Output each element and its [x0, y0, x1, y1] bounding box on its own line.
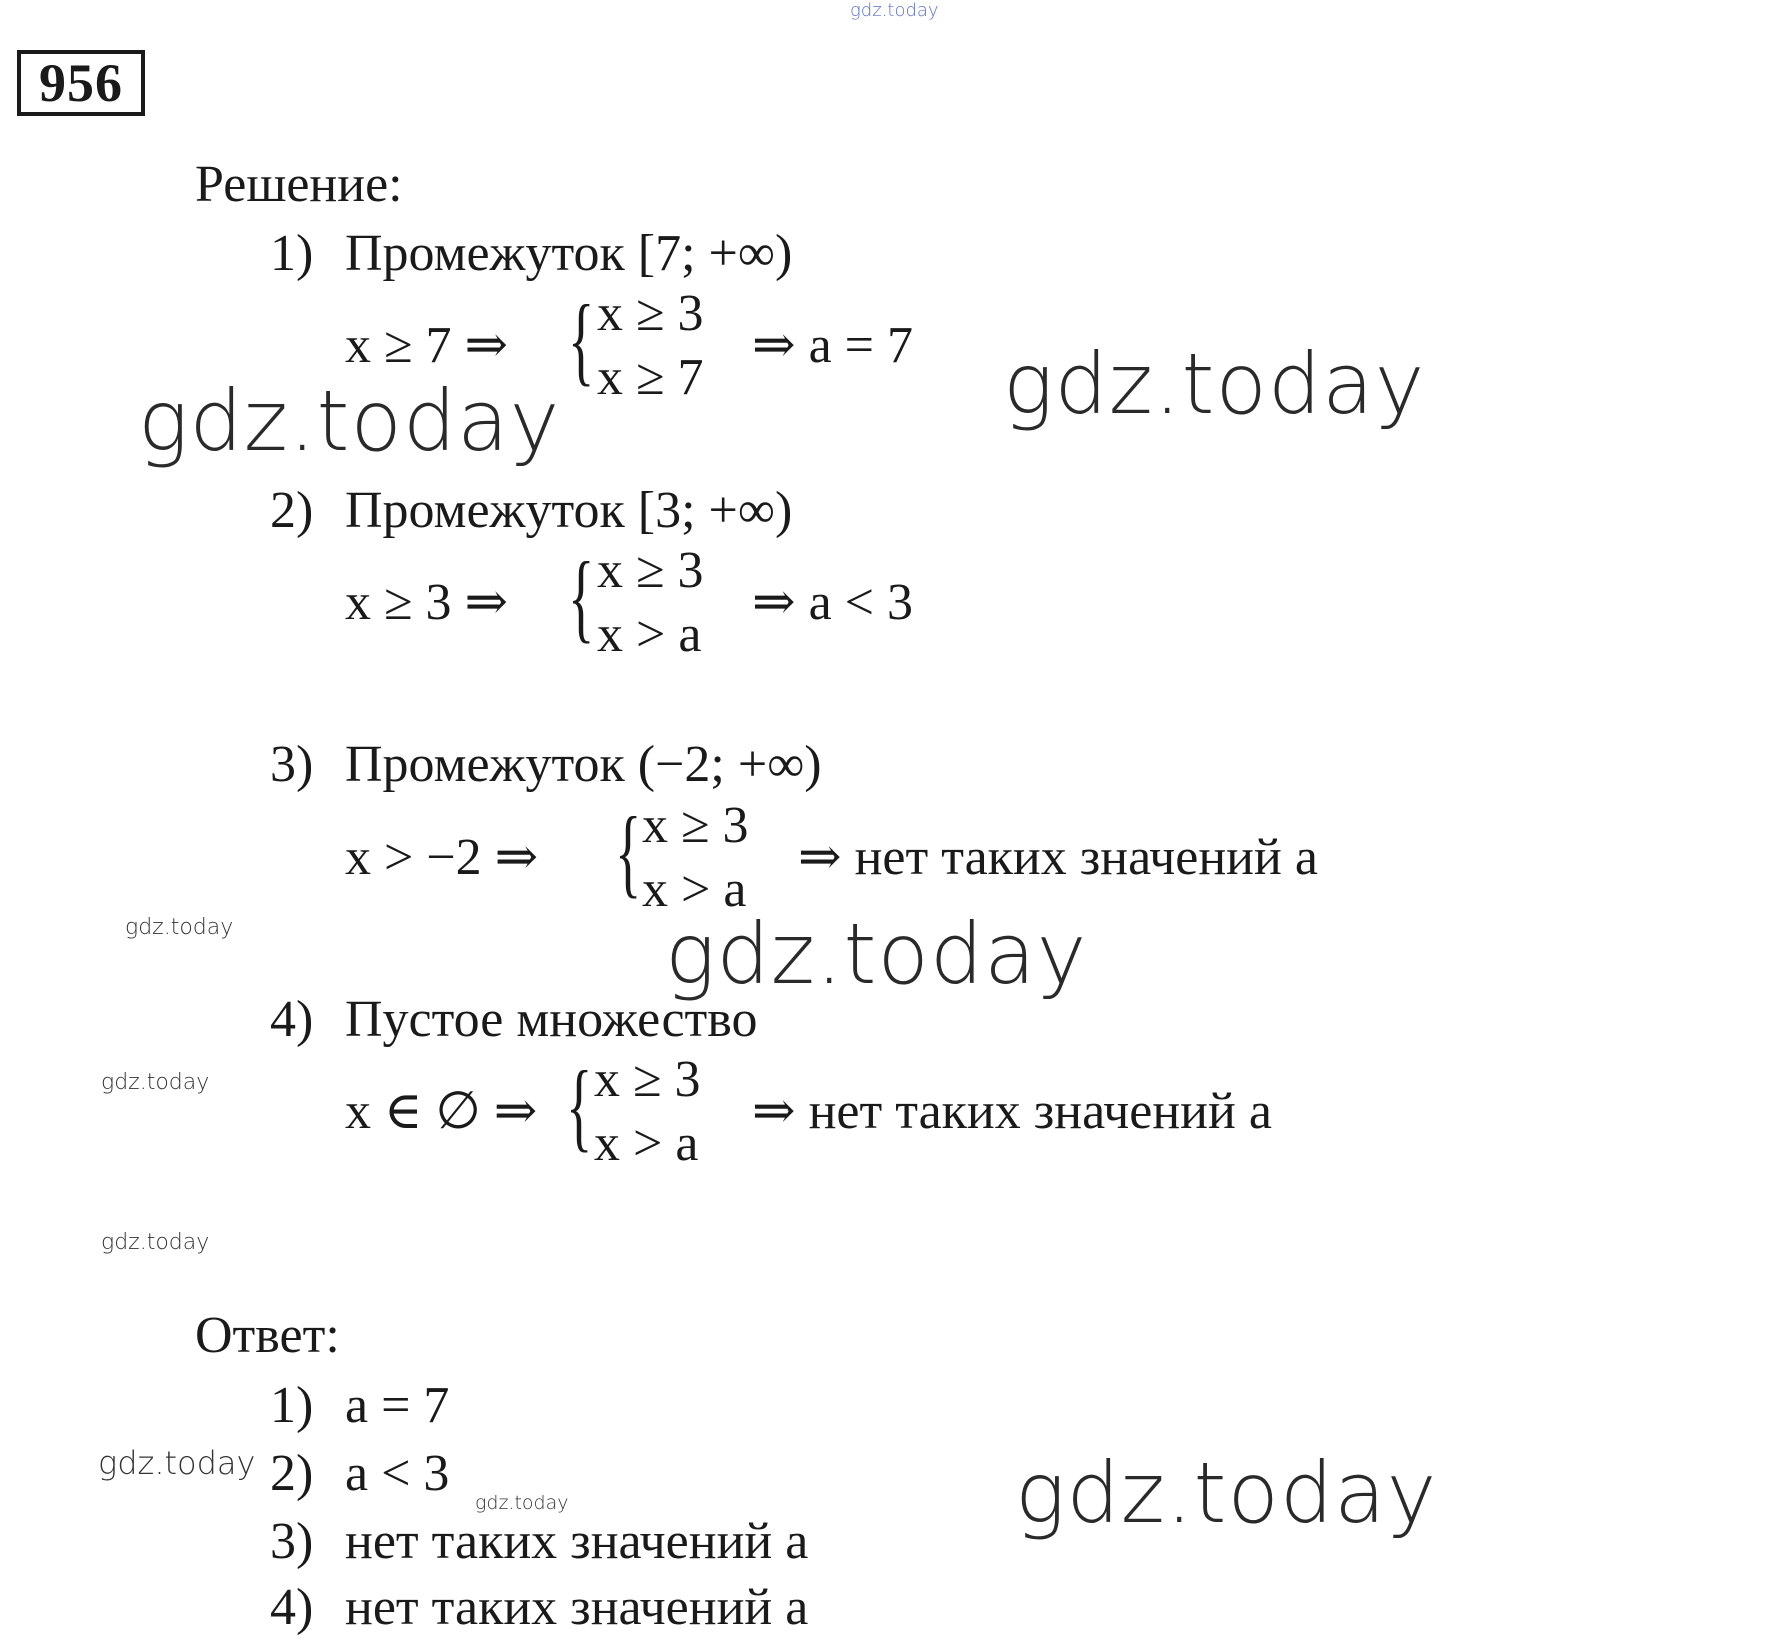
solution-item-2-left: x ≥ 3 ⇒ [345, 574, 509, 631]
solution-item-1-system-bottom: x ≥ 7 [597, 349, 704, 406]
answer-item-1-text: a = 7 [345, 1377, 450, 1434]
system-brace-4: { [566, 1050, 593, 1161]
answer-item-2-index: 2) [270, 1445, 314, 1502]
solution-item-4-title: Пустое множество [345, 991, 758, 1048]
solution-item-2-system-bottom: x > a [597, 606, 702, 663]
watermark-small-3: gdz.today [101, 1230, 210, 1255]
solution-item-1-title: Промежуток [7; +∞) [345, 225, 793, 282]
answer-item-1-index: 1) [270, 1377, 314, 1434]
solution-item-4-index: 4) [270, 991, 314, 1048]
solution-item-3-left: x > −2 ⇒ [345, 829, 539, 886]
watermark-large-3: gdz.today [665, 905, 1088, 1003]
problem-number-box: 956 [17, 50, 145, 116]
watermark-large-1: gdz.today [138, 372, 561, 470]
solution-item-1-system-top: x ≥ 3 [597, 285, 704, 342]
system-brace-3: { [615, 796, 642, 907]
solution-item-2-system-top: x ≥ 3 [597, 542, 704, 599]
solution-heading: Решение: [195, 156, 403, 213]
solution-item-3-system-top: x ≥ 3 [642, 797, 749, 854]
system-brace-2: { [568, 541, 595, 652]
top-watermark: gdz.today [850, 0, 939, 21]
watermark-small-2: gdz.today [101, 1070, 210, 1095]
solution-item-2-result: ⇒ a < 3 [752, 574, 913, 631]
watermark-large-2: gdz.today [1003, 335, 1426, 433]
solution-item-4-system-top: x ≥ 3 [594, 1051, 701, 1108]
solution-item-2-title: Промежуток [3; +∞) [345, 482, 793, 539]
solution-item-3-index: 3) [270, 736, 314, 793]
answer-item-3-index: 3) [270, 1513, 314, 1570]
answer-item-4-text: нет таких значений a [345, 1579, 809, 1636]
watermark-small-4: gdz.today [98, 1444, 256, 1482]
solution-item-3-system-bottom: x > a [642, 861, 747, 918]
solution-item-2-index: 2) [270, 482, 314, 539]
system-brace-1: { [568, 284, 595, 395]
solution-item-1-left: x ≥ 7 ⇒ [345, 317, 509, 374]
solution-item-1-index: 1) [270, 225, 314, 282]
solution-item-4-result: ⇒ нет таких значений a [752, 1083, 1272, 1140]
answer-item-2-text: a < 3 [345, 1445, 450, 1502]
solution-item-3-result: ⇒ нет таких значений a [798, 829, 1318, 886]
answer-heading: Ответ: [195, 1307, 340, 1364]
solution-item-4-system-bottom: x > a [594, 1115, 699, 1172]
watermark-small-1: gdz.today [125, 915, 234, 940]
answer-item-3-text: нет таких значений a [345, 1513, 809, 1570]
solution-item-1-result: ⇒ a = 7 [752, 317, 913, 374]
watermark-small-5: gdz.today [475, 1492, 569, 1514]
answer-item-4-index: 4) [270, 1579, 314, 1636]
solution-item-4-left: x ∈ ∅ ⇒ [345, 1083, 538, 1140]
solution-item-3-title: Промежуток (−2; +∞) [345, 736, 822, 793]
watermark-large-4: gdz.today [1015, 1444, 1438, 1542]
